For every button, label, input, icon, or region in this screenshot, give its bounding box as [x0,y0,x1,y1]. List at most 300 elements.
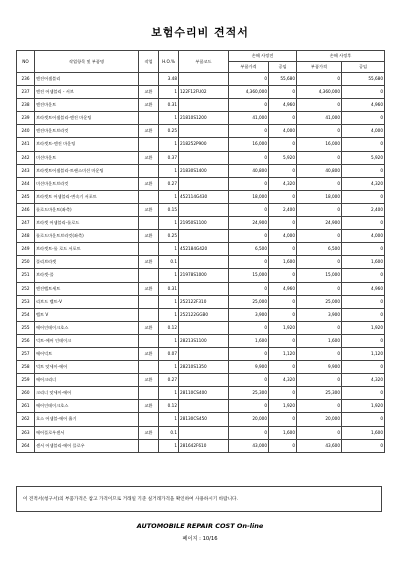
row-part-code [179,151,229,164]
row-no: 260 [17,387,35,400]
row-no: 257 [17,347,35,360]
row-work [139,295,159,308]
row-before-part-price: 41,000 [229,112,269,125]
table-row [17,112,385,125]
row-hour: 1 [159,190,179,203]
row-work: 교환 [139,151,159,164]
table-row [17,138,385,151]
row-no: 255 [17,321,35,334]
row-after-labor: 0 [342,269,385,282]
row-before-labor: 0 [269,243,297,256]
row-before-part-price: 3,900 [229,308,269,321]
header-before: 손해 사정전 [229,51,297,62]
header-hour: H.O.% [159,51,179,73]
row-no: 250 [17,256,35,269]
row-hour: 1 [159,269,179,282]
row-after-labor: 0 [342,334,385,347]
table-row [17,361,385,374]
row-hour: 0.15 [159,203,179,216]
row-hour: 1 [159,361,179,374]
table-row [17,334,385,347]
row-work [139,269,159,282]
header-before-labor: 공임 [269,62,297,73]
row-no: 248 [17,230,35,243]
row-hour: 1 [159,164,179,177]
row-before-labor: 4,000 [269,230,297,243]
row-before-part-price: 40,800 [229,164,269,177]
row-no: 239 [17,112,35,125]
row-before-labor: 1,600 [269,426,297,439]
row-item: 엔진어셈블리 [35,73,139,86]
row-item: 미션마운트브라킷 [35,177,139,190]
row-after-part-price: 20,000 [297,413,342,426]
row-before-part-price: 0 [229,256,269,269]
row-after-part-price: 16,000 [297,138,342,151]
row-after-labor: 0 [342,164,385,177]
row-work [139,243,159,256]
row-before-labor: 1,600 [269,256,297,269]
row-item: 엔진마운트 [35,99,139,112]
row-after-part-price: 0 [297,400,342,413]
row-after-part-price: 25,300 [297,387,342,400]
row-no: 237 [17,86,35,99]
row-after-labor: 0 [342,190,385,203]
row-after-labor: 1,120 [342,347,385,360]
row-hour: 1 [159,112,179,125]
row-hour: 1 [159,138,179,151]
row-no: 243 [17,164,35,177]
row-before-part-price: 0 [229,374,269,387]
row-after-part-price: 0 [297,73,342,86]
row-item: 미션마운트 [35,151,139,164]
row-work [139,439,159,452]
row-part-code: 218252P900 [179,138,229,151]
row-hour: 0.1 [159,426,179,439]
row-no: 262 [17,413,35,426]
row-item: 에어덕트 [35,347,139,360]
row-after-labor: 4,000 [342,230,385,243]
row-after-part-price: 0 [297,151,342,164]
row-before-part-price: 15,000 [229,269,269,282]
row-hour: 1 [159,334,179,347]
row-no: 245 [17,190,35,203]
row-no: 242 [17,151,35,164]
row-work: 교환 [139,99,159,112]
row-no: 263 [17,426,35,439]
row-before-part-price: 0 [229,99,269,112]
row-after-part-price: 1,600 [297,334,342,347]
row-part-code [179,374,229,387]
row-after-labor: 0 [342,217,385,230]
row-after-labor: 4,960 [342,282,385,295]
row-part-code [179,256,229,269]
row-hour: 0.25 [159,125,179,138]
row-item: 브라켓트-롤 로드 서포트 [35,243,139,256]
row-before-part-price: 0 [229,347,269,360]
table-row [17,73,385,86]
row-item: 브라켓트-엔진 마운팅 [35,138,139,151]
footer-title: AUTOMOBILE REPAIR COST On-line [136,522,264,530]
row-item: 에어인테이크호스 [35,400,139,413]
table-row [17,321,385,334]
table-row [17,190,385,203]
row-after-part-price: 0 [297,321,342,334]
row-item: 에어크리너 [35,374,139,387]
row-part-code [179,230,229,243]
row-no: 236 [17,73,35,86]
row-no: 247 [17,217,35,230]
row-before-labor: 0 [269,387,297,400]
row-before-labor: 0 [269,361,297,374]
row-part-code [179,400,229,413]
row-work: 교환 [139,400,159,413]
row-hour: 0.12 [159,400,179,413]
row-after-labor: 0 [342,413,385,426]
row-after-labor: 55,680 [342,73,385,86]
row-no: 264 [17,439,35,452]
table-row [17,230,385,243]
row-after-labor: 4,960 [342,99,385,112]
row-before-part-price: 0 [229,73,269,86]
row-no: 244 [17,177,35,190]
row-after-part-price: 43,600 [297,439,342,452]
header-after-part-price: 부품가격 [297,62,342,73]
table-row [17,177,385,190]
row-part-code [179,347,229,360]
row-hour: 1 [159,387,179,400]
row-before-labor: 0 [269,308,297,321]
row-no: 259 [17,374,35,387]
row-part-code [179,203,229,216]
row-after-labor: 0 [342,138,385,151]
row-item: 크리너 앗세이-에어 [35,387,139,400]
row-no: 240 [17,125,35,138]
row-after-labor: 1,920 [342,400,385,413]
row-item: 엔진벨트세트 [35,282,139,295]
row-after-labor: 0 [342,308,385,321]
row-part-code: 122F12FU02 [179,86,229,99]
row-work [139,413,159,426]
row-item: 브라켓트어셈블리-엔진 마운팅 [35,112,139,125]
row-hour: 0.07 [159,347,179,360]
row-after-part-price: 0 [297,282,342,295]
row-before-labor: 4,960 [269,282,297,295]
row-before-labor: 4,320 [269,177,297,190]
row-part-code: 252122F310 [179,295,229,308]
row-hour: 0.37 [159,151,179,164]
row-hour: 0.25 [159,230,179,243]
row-after-part-price: 0 [297,203,342,216]
row-work: 교환 [139,374,159,387]
row-work [139,73,159,86]
row-before-labor: 0 [269,334,297,347]
row-after-labor: 4,320 [342,177,385,190]
row-no: 258 [17,361,35,374]
row-item: 에어플로우센서 [35,426,139,439]
row-work: 교환 [139,347,159,360]
row-before-labor: 1,920 [269,400,297,413]
row-part-code: 21810S1200 [179,112,229,125]
row-work: 교환 [139,125,159,138]
table-row [17,308,385,321]
row-part-code: 252122GGB0 [179,308,229,321]
row-before-part-price: 4,360,000 [229,86,269,99]
row-before-part-price: 20,000 [229,413,269,426]
row-work: 교환 [139,321,159,334]
table-row [17,413,385,426]
row-after-part-price: 15,000 [297,269,342,282]
row-after-labor: 1,600 [342,256,385,269]
row-item: 덕트 앗세이-에어 [35,361,139,374]
table-row [17,217,385,230]
table-row [17,256,385,269]
row-item: 롤로드마운트브라킷(좌측) [35,230,139,243]
row-work: 교환 [139,426,159,439]
row-no: 253 [17,295,35,308]
row-before-part-price: 0 [229,151,269,164]
row-before-labor: 1,120 [269,347,297,360]
row-work [139,387,159,400]
table-row [17,269,385,282]
row-work [139,308,159,321]
header-part-code: 부품코드 [179,51,229,73]
row-item: 리브드 벨트-V [35,295,139,308]
table-row [17,203,385,216]
row-part-code: 452184G420 [179,243,229,256]
table-row [17,295,385,308]
table-row [17,99,385,112]
row-part-code: 28210S1350 [179,361,229,374]
row-item: 덕트-에어 인테이크 [35,334,139,347]
row-hour: 0.27 [159,177,179,190]
row-before-labor: 2,400 [269,203,297,216]
row-after-part-price: 4,360,000 [297,86,342,99]
note-box: 이 견적서(청구서)의 부품가격은 참고 가격이므로 거래일 기준 실거래가격을 확인하여 사용하시기 바랍니다. [16,486,382,512]
row-item: 롤로드마운트(좌측) [35,203,139,216]
row-work [139,112,159,125]
row-after-labor: 0 [342,112,385,125]
row-before-part-price: 18,000 [229,190,269,203]
row-item: 브라켓-풀 [35,269,139,282]
row-before-part-price: 0 [229,282,269,295]
row-item: 엔진마운트브라킷 [35,125,139,138]
row-hour: 1 [159,243,179,256]
table-row [17,347,385,360]
row-work [139,361,159,374]
row-after-labor: 5,920 [342,151,385,164]
row-hour: 1 [159,217,179,230]
row-hour: 0.31 [159,99,179,112]
row-after-labor: 0 [342,86,385,99]
row-after-part-price: 6,500 [297,243,342,256]
table-row [17,243,385,256]
header-after: 손해 사정후 [297,51,385,62]
row-item: 풀리브라켓 [35,256,139,269]
row-item: 벨트 V [35,308,139,321]
row-after-part-price: 0 [297,374,342,387]
table-row [17,86,385,99]
table-row [17,387,385,400]
row-after-labor: 4,000 [342,125,385,138]
row-hour: 0.12 [159,321,179,334]
row-item: 호스 어셈블-에어 흡기 [35,413,139,426]
row-work: 교환 [139,282,159,295]
row-before-labor: 0 [269,217,297,230]
row-before-labor: 55,680 [269,73,297,86]
row-no: 256 [17,334,35,347]
row-before-part-price: 24,900 [229,217,269,230]
table-row [17,151,385,164]
row-before-part-price: 9,900 [229,361,269,374]
row-after-labor: 1,920 [342,321,385,334]
table-row [17,439,385,452]
row-hour: 1 [159,439,179,452]
row-before-part-price: 1,600 [229,334,269,347]
row-before-part-price: 0 [229,125,269,138]
row-hour: 3.48 [159,73,179,86]
row-part-code [179,177,229,190]
row-after-part-price: 0 [297,99,342,112]
header-after-labor: 공임 [342,62,385,73]
row-after-part-price: 9,900 [297,361,342,374]
header-before-part-price: 부품가격 [229,62,269,73]
row-no: 261 [17,400,35,413]
row-before-part-price: 0 [229,177,269,190]
row-before-part-price: 25,000 [229,295,269,308]
table-row [17,400,385,413]
row-item: 에어인테이크호스 [35,321,139,334]
row-hour: 0.1 [159,256,179,269]
row-after-part-price: 25,000 [297,295,342,308]
row-after-labor: 0 [342,295,385,308]
row-part-code: 21950S1100 [179,217,229,230]
row-hour: 0.27 [159,374,179,387]
row-before-part-price: 0 [229,426,269,439]
row-before-labor: 0 [269,269,297,282]
row-before-labor: 4,000 [269,125,297,138]
row-after-part-price: 0 [297,230,342,243]
row-after-part-price: 0 [297,347,342,360]
row-after-part-price: 0 [297,177,342,190]
row-no: 238 [17,99,35,112]
row-before-labor: 4,320 [269,374,297,387]
row-before-part-price: 16,000 [229,138,269,151]
row-part-code: 28213S1100 [179,334,229,347]
row-before-part-price: 6,500 [229,243,269,256]
row-after-part-price: 0 [297,256,342,269]
row-part-code [179,426,229,439]
row-part-code: 21830S1400 [179,164,229,177]
row-before-labor: 1,920 [269,321,297,334]
row-no: 241 [17,138,35,151]
row-hour: 1 [159,413,179,426]
row-after-part-price: 0 [297,125,342,138]
row-after-labor: 0 [342,361,385,374]
row-item: 센서 어셈블리-에어 플로우 [35,439,139,452]
row-no: 254 [17,308,35,321]
row-part-code [179,282,229,295]
row-part-code: 28130CS450 [179,413,229,426]
row-work [139,138,159,151]
header-work: 작업 [139,51,159,73]
row-before-labor: 4,960 [269,99,297,112]
table-row [17,125,385,138]
row-after-labor: 0 [342,243,385,256]
row-part-code: 21978S1000 [179,269,229,282]
row-before-labor: 0 [269,190,297,203]
row-before-part-price: 0 [229,321,269,334]
row-before-labor: 0 [269,138,297,151]
row-after-labor: 0 [342,387,385,400]
row-work [139,334,159,347]
row-before-part-price: 43,000 [229,439,269,452]
row-work [139,217,159,230]
row-before-labor: 0 [269,86,297,99]
row-work: 교환 [139,230,159,243]
row-hour: 1 [159,86,179,99]
header-no: NO [17,51,35,73]
estimate-table [16,50,385,453]
row-before-labor: 0 [269,439,297,452]
row-hour: 1 [159,308,179,321]
row-no: 252 [17,282,35,295]
row-item: 브라켓 어셈블리-롤로드 [35,217,139,230]
row-after-labor: 1,600 [342,426,385,439]
row-hour: 0.31 [159,282,179,295]
row-part-code [179,99,229,112]
page-title: 보험수리비 견적서 [151,26,249,39]
row-part-code [179,321,229,334]
row-item: 브라켓트 어셈블리-변속기 서포트 [35,190,139,203]
row-hour: 1 [159,295,179,308]
row-before-part-price: 0 [229,230,269,243]
row-work [139,190,159,203]
header-item: 작업항목 및 부품명 [35,51,139,73]
row-work: 교환 [139,86,159,99]
row-after-part-price: 24,900 [297,217,342,230]
row-before-labor: 0 [269,164,297,177]
row-part-code [179,125,229,138]
page-number: 페이지 : 10/16 [182,536,218,542]
row-after-part-price: 18,000 [297,190,342,203]
row-before-labor: 5,920 [269,151,297,164]
row-part-code: 452114G430 [179,190,229,203]
row-item: 엔진 어셈블리 - 서브 [35,86,139,99]
row-part-code: 281642F610 [179,439,229,452]
row-part-code [179,73,229,86]
row-after-labor: 0 [342,439,385,452]
row-after-labor: 2,400 [342,203,385,216]
row-work: 교환 [139,256,159,269]
row-after-part-price: 3,900 [297,308,342,321]
row-before-labor: 0 [269,413,297,426]
row-after-part-price: 41,000 [297,112,342,125]
row-after-part-price: 0 [297,426,342,439]
row-after-labor: 4,320 [342,374,385,387]
table-row [17,282,385,295]
table-row [17,374,385,387]
row-part-code: 28110CS400 [179,387,229,400]
table-row [17,426,385,439]
row-item: 브라켓트어셈블리-트랜스미션 마운팅 [35,164,139,177]
row-before-part-price: 25,300 [229,387,269,400]
row-work [139,164,159,177]
row-before-labor: 0 [269,295,297,308]
row-work: 교환 [139,177,159,190]
row-no: 246 [17,203,35,216]
table-row [17,164,385,177]
row-work: 교환 [139,203,159,216]
